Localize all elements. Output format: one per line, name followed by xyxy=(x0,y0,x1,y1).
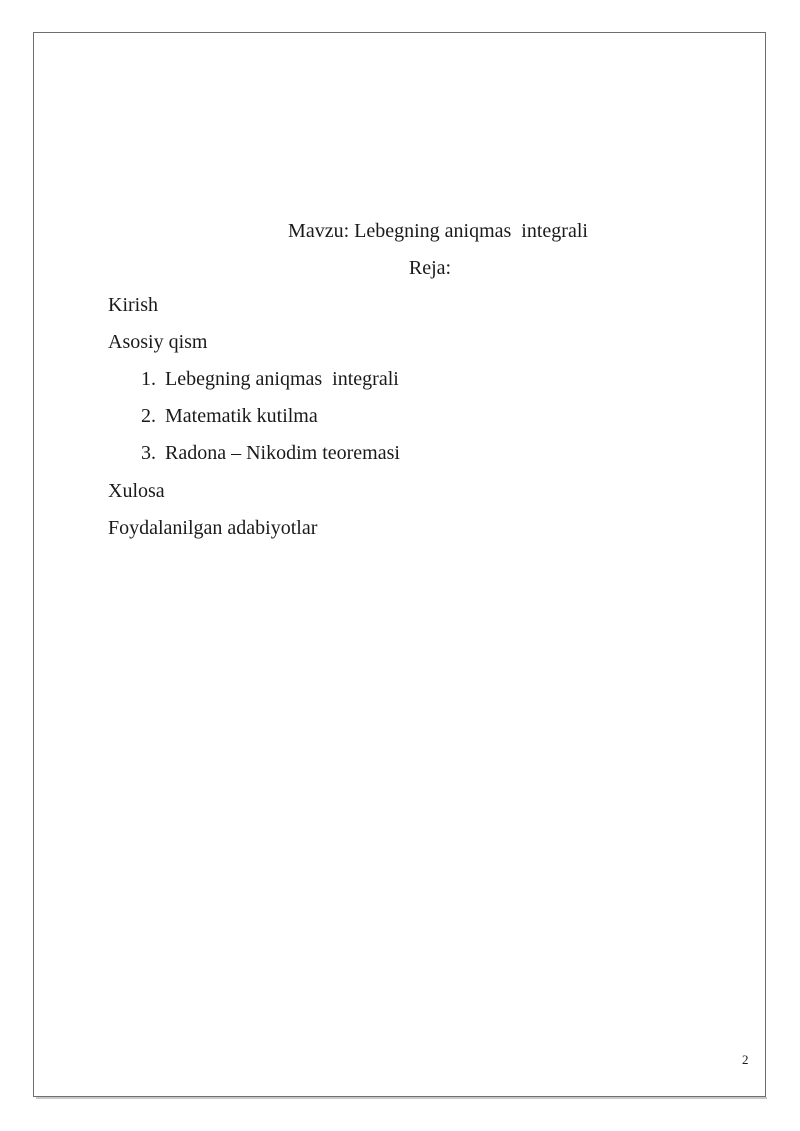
list-item-number: 3. xyxy=(141,442,156,464)
list-item xyxy=(141,404,318,428)
list-item-number: 1. xyxy=(141,368,156,390)
page-shadow xyxy=(36,1097,767,1099)
list-item-number: 2. xyxy=(141,405,156,427)
references-item: Foydalanilgan adabiyotlar xyxy=(108,517,318,539)
main-part-item: Asosiy qism xyxy=(108,331,208,353)
list-item xyxy=(141,441,400,465)
conclusion-item: Xulosa xyxy=(108,480,165,502)
document-title: Mavzu: Lebegning aniqmas integrali xyxy=(288,220,588,242)
list-item-text: Lebegning aniqmas integrali xyxy=(165,368,399,390)
plan-heading: Reja: xyxy=(408,257,452,279)
list-item-text: Matematik kutilma xyxy=(165,405,318,427)
page xyxy=(33,32,766,1097)
list-item-text: Radona – Nikodim teoremasi xyxy=(165,442,400,464)
page-number: 2 xyxy=(742,1052,749,1067)
intro-item: Kirish xyxy=(108,294,158,316)
list-item xyxy=(141,367,399,391)
